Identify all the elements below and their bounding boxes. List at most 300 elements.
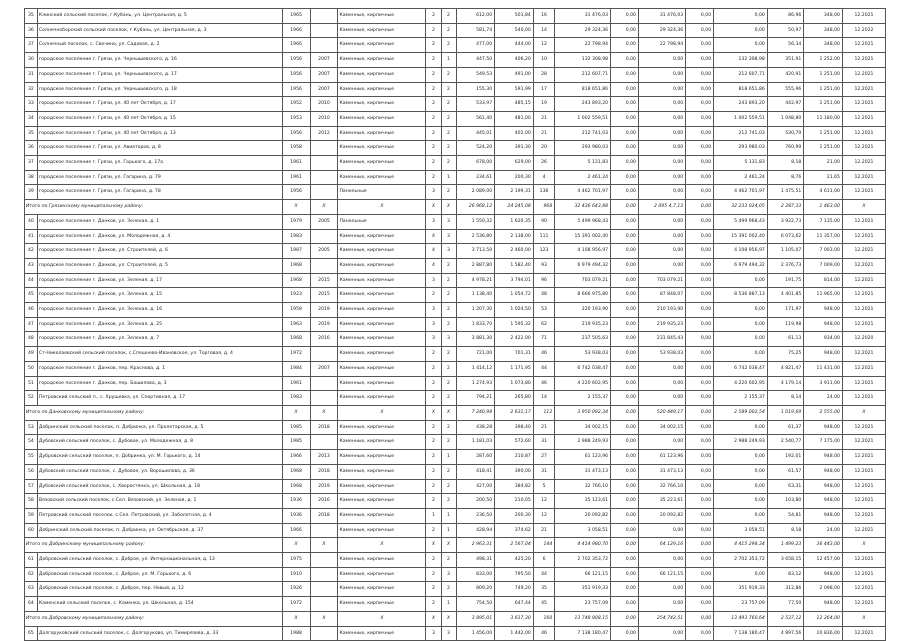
row-cost-local: 0,00 xyxy=(686,82,714,97)
row-year-built: 1936 xyxy=(282,494,310,509)
row-year-built: 1985 xyxy=(282,435,310,450)
table-row xyxy=(25,597,886,612)
row-cost-federal: 0,00 xyxy=(611,553,639,568)
subtotal-value: X xyxy=(426,405,441,420)
row-cost-limit: 10 836,00 xyxy=(804,626,843,641)
row-wall-material: Каменные, кирпичные xyxy=(338,317,426,332)
row-cost-local: 0,00 xyxy=(686,435,714,450)
row-floors: 2 xyxy=(426,126,441,141)
subtotal-value: X xyxy=(842,538,885,553)
subtotal-value: X xyxy=(310,538,338,553)
row-cost-local: 0,00 xyxy=(686,464,714,479)
row-floors: 2 xyxy=(426,567,441,582)
row-year-built: 1961 xyxy=(282,376,310,391)
row-cost-total: 31 476,03 xyxy=(555,9,611,24)
row-number: 42 xyxy=(25,244,38,259)
row-cost-total: 66 121,15 xyxy=(555,567,611,582)
row-living-area: 501,84 xyxy=(495,9,534,24)
row-cost-owners: 0,00 xyxy=(714,38,768,53)
row-cost-federal: 0,00 xyxy=(611,229,639,244)
row-year-built: 1983 xyxy=(282,229,310,244)
row-entrances: 2 xyxy=(441,553,456,568)
row-cost-total: 34 002,15 xyxy=(555,420,611,435)
row-specific-cost: 4 821,47 xyxy=(767,361,804,376)
subtotal-value: X xyxy=(282,405,310,420)
row-residents: 96 xyxy=(533,273,554,288)
row-cost-owners: 1 002 559,51 xyxy=(714,111,768,126)
row-cost-federal: 0,00 xyxy=(611,523,639,538)
row-address: Дубровский сельский поселок, п. Добринка, ул. М. Горького, д. 14 xyxy=(37,450,282,465)
row-cost-limit: 4 611,00 xyxy=(804,185,843,200)
row-cost-total: 237 505,63 xyxy=(555,332,611,347)
row-living-area: 374,62 xyxy=(495,523,534,538)
row-entrances: 3 xyxy=(441,214,456,229)
row-residents: 27 xyxy=(533,450,554,465)
row-floors: 2 xyxy=(426,435,441,450)
row-cost-federal: 0,00 xyxy=(611,244,639,259)
row-cost-total: 212 607,71 xyxy=(555,67,611,82)
row-entrances: 2 xyxy=(441,479,456,494)
row-entrances: 1 xyxy=(441,597,456,612)
row-entrances: 1 xyxy=(441,170,456,185)
row-total-area: 1 181,03 xyxy=(456,435,495,450)
row-cost-owners: 15 391 002,40 xyxy=(714,229,768,244)
row-cost-federal: 0,00 xyxy=(611,53,639,68)
row-specific-cost: 2 540,77 xyxy=(767,435,804,450)
row-total-area: 2 887,80 xyxy=(456,258,495,273)
row-year-built: 1963 xyxy=(282,317,310,332)
row-entrances: 2 xyxy=(441,361,456,376)
row-specific-cost: 77,50 xyxy=(767,597,804,612)
row-cost-federal: 0,00 xyxy=(611,567,639,582)
row-cost-federal: 0,00 xyxy=(611,38,639,53)
row-residents: 4 xyxy=(533,170,554,185)
row-address: городское поселение г. Грязи, ул. Чернышевского, д. 17 xyxy=(37,67,282,82)
subtotal-value: 1 463,00 xyxy=(804,200,843,215)
row-specific-cost: 6 073,62 xyxy=(767,229,804,244)
row-year-repair: 2005 xyxy=(310,244,338,259)
row-residents: 71 xyxy=(533,332,554,347)
subtotal-value: 13 493 760,64 xyxy=(714,611,768,626)
row-residents: 5 xyxy=(533,479,554,494)
row-specific-cost: 171,97 xyxy=(767,303,804,318)
row-address: Солнечный поселок, с. Свечино, ул. Садовая, д. 2 xyxy=(37,38,282,53)
row-year-repair: 2010 xyxy=(310,97,338,112)
row-floors: 2 xyxy=(426,82,441,97)
row-deadline: 12.2021 xyxy=(842,38,885,53)
row-total-area: 1 833,70 xyxy=(456,317,495,332)
row-specific-cost: 1 105,07 xyxy=(767,244,804,259)
row-deadline: 12.2021 xyxy=(842,288,885,303)
row-entrances: 3 xyxy=(441,332,456,347)
subtotal-value: X xyxy=(338,200,426,215)
row-living-area: 406,20 xyxy=(495,53,534,68)
row-entrances: 2 xyxy=(441,347,456,362)
row-year-repair xyxy=(310,170,338,185)
row-cost-limit: 11 965,00 xyxy=(804,288,843,303)
row-total-area: 3 713,50 xyxy=(456,244,495,259)
row-year-built: 1983 xyxy=(282,391,310,406)
row-cost-total: 2 702 353,72 xyxy=(555,553,611,568)
row-address: городское поселение г. Грязи, ул. Горького, д. 17а xyxy=(37,156,282,171)
table-row xyxy=(25,244,886,259)
row-living-area: 1 442,00 xyxy=(495,626,534,641)
subtotal-value: X xyxy=(842,611,885,626)
row-floors: 2 xyxy=(426,156,441,171)
row-cost-local: 0,00 xyxy=(686,332,714,347)
subtotal-row xyxy=(25,200,886,215)
row-cost-local: 0,00 xyxy=(686,508,714,523)
row-living-area: 390,00 xyxy=(495,464,534,479)
row-cost-limit: 814,00 xyxy=(804,273,843,288)
row-deadline: 12.2021 xyxy=(842,361,885,376)
row-address: городское поселение г. Грязи, ул. Гагарина, д. 78 xyxy=(37,185,282,200)
subtotal-value: 2 631,17 xyxy=(495,405,534,420)
row-cost-federal: 0,00 xyxy=(611,464,639,479)
row-cost-total: 15 391 002,40 xyxy=(555,229,611,244)
row-entrances: 1 xyxy=(441,523,456,538)
row-cost-federal: 0,00 xyxy=(611,23,639,38)
row-year-built: 1968 xyxy=(282,332,310,347)
row-living-area: 1 171,95 xyxy=(495,361,534,376)
row-cost-limit: 24,00 xyxy=(804,391,843,406)
row-floors: 2 xyxy=(426,582,441,597)
row-total-area: 4 978,21 xyxy=(456,273,495,288)
row-cost-total: 3 058,51 xyxy=(555,523,611,538)
row-year-built: 1961 xyxy=(282,170,310,185)
row-living-area: 491,00 xyxy=(495,67,534,82)
row-number: 31 xyxy=(25,67,38,82)
row-number: 41 xyxy=(25,229,38,244)
table-row xyxy=(25,141,886,156)
row-total-area: 428,94 xyxy=(456,523,495,538)
row-residents: 12 xyxy=(533,494,554,509)
row-cost-limit: 12 457,00 xyxy=(804,553,843,568)
row-floors: 4 xyxy=(426,229,441,244)
row-total-area: 561,40 xyxy=(456,111,495,126)
row-residents: 53 xyxy=(533,303,554,318)
row-cost-regional: 0,00 xyxy=(638,376,685,391)
row-number: 50 xyxy=(25,361,38,376)
row-address: Дубовский сельский поселок, с. Дубовое, ул. Ворошилова, д. 36 xyxy=(37,464,282,479)
row-year-built: 1979 xyxy=(282,214,310,229)
table-row xyxy=(25,361,886,376)
row-cost-local: 0,00 xyxy=(686,361,714,376)
table-row xyxy=(25,450,886,465)
row-cost-local: 0,00 xyxy=(686,229,714,244)
table-row xyxy=(25,376,886,391)
row-cost-limit: 948,00 xyxy=(804,303,843,318)
row-year-built: 1985 xyxy=(282,420,310,435)
row-living-area: 1 024,50 xyxy=(495,303,534,318)
row-cost-owners: 0,00 xyxy=(714,303,768,318)
row-total-area: 447,50 xyxy=(456,53,495,68)
subtotal-value: 0,00 xyxy=(686,538,714,553)
row-address: городское поселение г. Грязи, ул. Чернышевского, д. 18 xyxy=(37,82,282,97)
row-cost-regional: 61 123,96 xyxy=(638,450,685,465)
row-entrances: 1 xyxy=(441,53,456,68)
row-residents: 26 xyxy=(533,156,554,171)
row-cost-owners: 7 138 180,47 xyxy=(714,626,768,641)
subtotal-row xyxy=(25,538,886,553)
row-living-area: 572,60 xyxy=(495,435,534,450)
subtotal-value: X xyxy=(310,611,338,626)
row-address: Добровский сельский поселок, с. Доброе, ул. Интернациональная, д. 13 xyxy=(37,553,282,568)
row-specific-cost: 61,13 xyxy=(767,332,804,347)
row-cost-federal: 0,00 xyxy=(611,582,639,597)
row-cost-limit: 348,00 xyxy=(804,9,843,24)
row-cost-federal: 0,00 xyxy=(611,435,639,450)
row-floors: 2 xyxy=(426,450,441,465)
row-total-area: 533,97 xyxy=(456,97,495,112)
housing-repair-table xyxy=(24,8,886,641)
row-specific-cost: 1 048,80 xyxy=(767,111,804,126)
row-wall-material: Каменные, кирпичные xyxy=(338,126,426,141)
row-address: Вязовский сельский поселок, с.Сел. Вязовский, ул. Зеленая, д. 1 xyxy=(37,494,282,509)
row-wall-material: Каменные, кирпичные xyxy=(338,229,426,244)
row-cost-limit: 934,00 xyxy=(804,332,843,347)
row-cost-regional: 0,00 xyxy=(638,361,685,376)
row-deadline: 12.2021 xyxy=(842,508,885,523)
row-residents: 90 xyxy=(533,214,554,229)
row-specific-cost: 3 922,73 xyxy=(767,214,804,229)
row-cost-limit: 948,00 xyxy=(804,567,843,582)
row-cost-owners: 0,00 xyxy=(714,332,768,347)
row-year-repair: 2018 xyxy=(310,420,338,435)
row-number: 35 xyxy=(25,9,38,24)
row-cost-local: 0,00 xyxy=(686,111,714,126)
row-address: городское поселение г. Данков, ул. Строителей, д. 6 xyxy=(37,244,282,259)
row-living-area: 444,00 xyxy=(495,38,534,53)
row-total-area: 2 536,80 xyxy=(456,229,495,244)
row-number: 34 xyxy=(25,111,38,126)
row-cost-local: 0,00 xyxy=(686,391,714,406)
row-cost-regional: 32 766,10 xyxy=(638,479,685,494)
table-row xyxy=(25,523,886,538)
row-address: Дубовский сельский поселок, с. Хворостянка, ул. Школьная, д. 18 xyxy=(37,479,282,494)
row-deadline: 12.2021 xyxy=(842,435,885,450)
row-wall-material: Каменные, кирпичные xyxy=(338,332,426,347)
row-cost-local: 0,00 xyxy=(686,347,714,362)
row-number: 60 xyxy=(25,523,38,538)
row-wall-material: Каменные, кирпичные xyxy=(338,582,426,597)
row-cost-regional: 53 938,03 xyxy=(638,347,685,362)
row-year-repair: 2012 xyxy=(310,126,338,141)
row-cost-regional: 22 798,94 xyxy=(638,38,685,53)
row-cost-owners: 0,00 xyxy=(714,420,768,435)
row-floors: 4 xyxy=(426,244,441,259)
row-entrances: 2 xyxy=(441,67,456,82)
row-year-built: 1972 xyxy=(282,347,310,362)
row-cost-total: 351 919,33 xyxy=(555,582,611,597)
row-year-repair xyxy=(310,435,338,450)
row-cost-limit: 3 911,00 xyxy=(804,376,843,391)
row-specific-cost: 103,80 xyxy=(767,494,804,509)
table-row xyxy=(25,23,886,38)
row-deadline: 12.2021 xyxy=(842,185,885,200)
row-number: 46 xyxy=(25,303,38,318)
row-cost-owners: 0,00 xyxy=(714,567,768,582)
row-deadline: 12.2021 xyxy=(842,9,885,24)
subtotal-value: 2 537,12 xyxy=(767,611,804,626)
row-year-repair: 2015 xyxy=(310,273,338,288)
row-floors: 2 xyxy=(426,38,441,53)
row-entrances: 3 xyxy=(441,567,456,582)
row-residents: 35 xyxy=(533,582,554,597)
row-cost-owners: 818 651,86 xyxy=(714,82,768,97)
row-cost-federal: 0,00 xyxy=(611,141,639,156)
subtotal-row xyxy=(25,405,886,420)
row-cost-regional: 0,00 xyxy=(638,141,685,156)
table-row xyxy=(25,185,886,200)
table-row xyxy=(25,567,886,582)
row-cost-regional: 0,00 xyxy=(638,97,685,112)
row-specific-cost: 420,91 xyxy=(767,67,804,82)
row-floors: 2 xyxy=(426,23,441,38)
row-living-area: 2 422,00 xyxy=(495,332,534,347)
row-living-area: 1 073,80 xyxy=(495,376,534,391)
row-deadline: 12.2021 xyxy=(842,214,885,229)
row-specific-cost: 61,37 xyxy=(767,420,804,435)
row-floors: 2 xyxy=(426,376,441,391)
row-cost-limit: 1 251,00 xyxy=(804,82,843,97)
row-residents: 44 xyxy=(533,361,554,376)
row-cost-federal: 0,00 xyxy=(611,626,639,641)
row-cost-regional: 0,00 xyxy=(638,435,685,450)
row-wall-material: Каменные, кирпичные xyxy=(338,523,426,538)
subtotal-row xyxy=(25,611,886,626)
row-wall-material: Каменные, кирпичные xyxy=(338,23,426,38)
subtotal-value: X xyxy=(426,611,441,626)
row-number: 44 xyxy=(25,273,38,288)
row-year-repair: 2005 xyxy=(310,214,338,229)
row-specific-cost: 75,25 xyxy=(767,347,804,362)
row-cost-total: 61 123,96 xyxy=(555,450,611,465)
row-floors: 2 xyxy=(426,391,441,406)
row-specific-cost: 86,96 xyxy=(767,9,804,24)
row-number: 40 xyxy=(25,214,38,229)
row-wall-material: Каменные, кирпичные xyxy=(338,450,426,465)
row-specific-cost: 312,86 xyxy=(767,582,804,597)
row-entrances: 2 xyxy=(441,38,456,53)
subtotal-value: 2 095 4,7,13 xyxy=(638,200,685,215)
row-wall-material: Каменные, кирпичные xyxy=(338,82,426,97)
row-cost-owners: 293 980,03 xyxy=(714,141,768,156)
row-living-area: 210,05 xyxy=(495,494,534,509)
row-year-repair xyxy=(310,597,338,612)
row-cost-owners: 0,00 xyxy=(714,347,768,362)
row-address: городское поселение г. Данков, ул. Зеленая, д. 16 xyxy=(37,303,282,318)
row-year-built: 1953 xyxy=(282,111,310,126)
row-cost-limit: 348,00 xyxy=(804,38,843,53)
row-living-area: 391,30 xyxy=(495,141,534,156)
row-cost-limit: 21,00 xyxy=(804,156,843,171)
row-cost-owners: 3 058,51 xyxy=(714,523,768,538)
row-cost-federal: 0,00 xyxy=(611,479,639,494)
row-cost-regional: 0,00 xyxy=(638,553,685,568)
row-number: 45 xyxy=(25,288,38,303)
row-address: городское поселение г. Данков, пер. Краснова, д. 1 xyxy=(37,361,282,376)
row-cost-limit: 1 251,00 xyxy=(804,141,843,156)
row-year-built: 1959 xyxy=(282,303,310,318)
row-cost-federal: 0,00 xyxy=(611,508,639,523)
row-year-built: 1936 xyxy=(282,508,310,523)
row-wall-material: Каменные, кирпичные xyxy=(338,494,426,509)
row-wall-material: Каменные, кирпичные xyxy=(338,420,426,435)
row-residents: 14 xyxy=(533,391,554,406)
row-cost-total: 31 473,13 xyxy=(555,464,611,479)
row-living-area: 481,00 xyxy=(495,111,534,126)
row-total-area: 1 550,32 xyxy=(456,214,495,229)
row-address: городское поселение г. Грязи, ул. 40 лет Октября, д. 15 xyxy=(37,111,282,126)
row-address: Ст-Николаевский сельский поселок, с.Спешнево-Ивановское, ул. Торговая, д. 4 xyxy=(37,347,282,362)
row-residents: 48 xyxy=(533,288,554,303)
row-cost-local: 0,00 xyxy=(686,479,714,494)
subtotal-label: Итого по Грязинскому муниципальному району: xyxy=(25,200,283,215)
row-entrances: 2 xyxy=(441,97,456,112)
row-cost-regional: 0,00 xyxy=(638,156,685,171)
row-cost-local: 0,00 xyxy=(686,420,714,435)
subtotal-value: 144 xyxy=(533,538,554,553)
row-cost-local: 0,00 xyxy=(686,523,714,538)
subtotal-label: Итого по Добровскому муниципальному району: xyxy=(25,611,283,626)
row-address: городское поселение г. Грязи, ул. Чернышевского, д. 16 xyxy=(37,53,282,68)
row-floors: 2 xyxy=(426,67,441,82)
row-total-area: 200,50 xyxy=(456,494,495,509)
row-total-area: 427,00 xyxy=(456,479,495,494)
row-cost-regional: 0,00 xyxy=(638,170,685,185)
row-deadline: 12.2021 xyxy=(842,317,885,332)
row-cost-limit: 1 252,00 xyxy=(804,53,843,68)
subtotal-value: 2 555,00 xyxy=(804,405,843,420)
row-living-area: 384,82 xyxy=(495,479,534,494)
row-cost-federal: 0,00 xyxy=(611,420,639,435)
row-cost-owners: 0,00 xyxy=(714,464,768,479)
row-cost-local: 0,00 xyxy=(686,9,714,24)
row-cost-federal: 0,00 xyxy=(611,97,639,112)
row-cost-regional: 219 935,23 xyxy=(638,317,685,332)
row-cost-limit: 7 175,00 xyxy=(804,435,843,450)
row-entrances: 2 xyxy=(441,23,456,38)
row-wall-material: Каменные, кирпичные xyxy=(338,273,426,288)
table-row xyxy=(25,508,886,523)
row-number: 37 xyxy=(25,38,38,53)
row-specific-cost: 4 897,56 xyxy=(767,626,804,641)
row-cost-local: 0,00 xyxy=(686,626,714,641)
row-deadline: 12.2021 xyxy=(842,567,885,582)
row-wall-material: Каменные, кирпичные xyxy=(338,170,426,185)
row-cost-total: 5 131,83 xyxy=(555,156,611,171)
row-living-area: 398,40 xyxy=(495,420,534,435)
row-number: 65 xyxy=(25,626,38,641)
row-entrances: 1 xyxy=(441,450,456,465)
row-address: Петровский сельский поселок, с.Сел. Петровский, ул. Заболотная, д. 4 xyxy=(37,508,282,523)
row-year-repair: 2015 xyxy=(310,288,338,303)
table-row xyxy=(25,420,886,435)
row-total-area: 833,00 xyxy=(456,567,495,582)
row-total-area: 794,21 xyxy=(456,391,495,406)
row-specific-cost: 61,57 xyxy=(767,464,804,479)
table-row xyxy=(25,582,886,597)
subtotal-value: 0,00 xyxy=(611,538,639,553)
row-cost-limit: 1 251,00 xyxy=(804,67,843,82)
row-wall-material: Каменные, кирпичные xyxy=(338,156,426,171)
subtotal-value: X xyxy=(426,538,441,553)
table-row xyxy=(25,9,886,24)
row-cost-local: 0,00 xyxy=(686,317,714,332)
row-year-built: 1952 xyxy=(282,97,310,112)
table-row xyxy=(25,258,886,273)
